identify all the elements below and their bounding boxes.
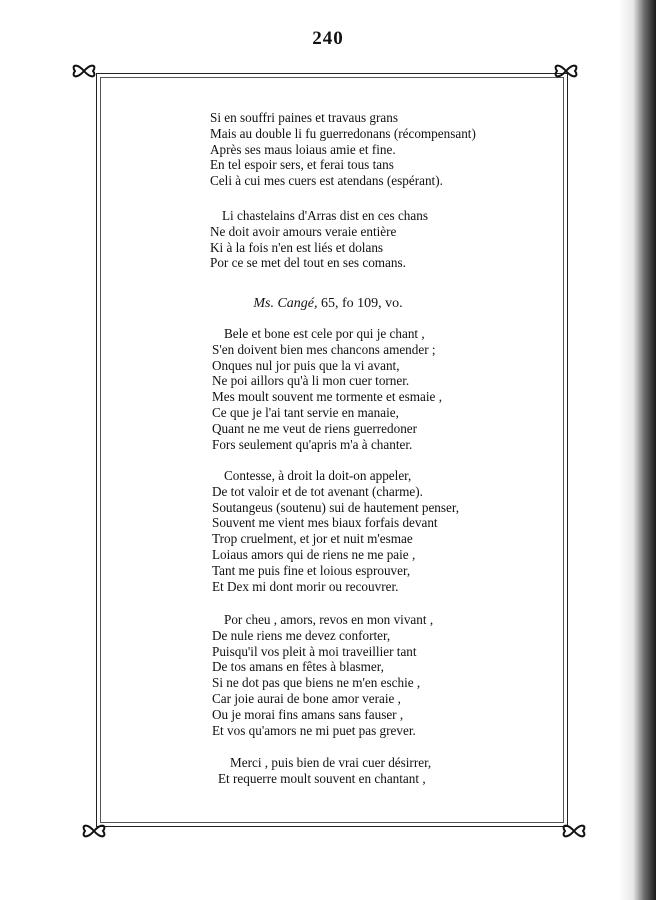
verse-line: Onques nul jor puis que la vi avant, [212, 357, 400, 373]
stanza-1 [210, 110, 476, 189]
verse-line: Loiaus amors qui de riens ne me paie , [212, 546, 416, 562]
verse-line: Bele et bone est cele por qui je chant , [224, 326, 425, 341]
verse-line: S'en doivent bien mes chancons amender ; [212, 341, 436, 357]
corner-ornament-bottom-right [560, 820, 588, 842]
stanza-6 [218, 755, 431, 787]
verse-line: Après ses maus loiaus amie et fine. [210, 141, 396, 157]
verse-line: Mais au double li fu guerredonans (récompensant) [210, 125, 476, 141]
verse-line: Ne poi aillors qu'à li mon cuer torner. [212, 373, 410, 389]
verse-line: Et Dex mi dont morir ou recouvrer. [212, 578, 399, 594]
verse-line: Ou je morai fins amans sans fauser , [212, 706, 404, 722]
verse-line: De tos amans en fêtes à blasmer, [212, 659, 384, 675]
verse-line: Quant ne me veut de riens guerredoner [212, 420, 418, 436]
verse-line: Por ce se met del tout en ses comans. [210, 255, 406, 271]
verse-line: En tel espoir sers, et ferai tous tans [210, 157, 394, 173]
verse-line: Ce que je l'ai tant servie en manaie, [212, 404, 399, 420]
verse-line: Por cheu , amors, revos en mon vivant , [224, 612, 434, 627]
verse-line: Trop cruelment, et jor et nuit m'esmae [212, 531, 413, 547]
verse-line: Ki à la fois n'en est liés et dolans [210, 239, 384, 255]
stanza-2 [210, 208, 428, 271]
verse-line: Mes moult souvent me tormente et esmaie , [212, 389, 442, 405]
corner-ornament-top-left [70, 60, 98, 82]
verse-line: Car joie aurai de bone amor veraie , [212, 690, 401, 706]
verse-line: Puisqu'il vos pleit à moi traveillier tant [212, 643, 417, 659]
page-edge-shadow [618, 0, 656, 900]
verse-line: Li chastelains d'Arras dist en ces chans [222, 208, 428, 223]
verse-line: Fors seulement qu'apris m'a à chanter. [212, 436, 413, 452]
verse-line: Et requerre moult souvent en chantant , [218, 770, 426, 786]
page-number: 240 [312, 28, 344, 49]
verse-line: Merci , puis bien de vrai cuer désirrer, [230, 755, 432, 770]
corner-ornament-bottom-left [80, 820, 108, 842]
verse-line: Tant me puis fine et loious esprouver, [212, 562, 411, 578]
verse-line: De tot valoir et de tot avenant (charme). [212, 483, 423, 499]
verse-line: Souvent me vient mes biaux forfais devant [212, 515, 438, 531]
manuscript-name: Ms. Cangé, [253, 296, 318, 311]
stanza-3 [212, 326, 442, 452]
verse-line: Et vos qu'amors ne mi puet pas grever. [212, 722, 416, 738]
corner-ornament-top-right [552, 60, 580, 82]
verse-line: De nule riens me devez conforter, [212, 627, 391, 643]
verse-line: Ne doit avoir amours veraie entière [210, 223, 397, 239]
verse-line: Soutangeus (soutenu) sui de hautement penser, [212, 499, 460, 515]
manuscript-heading [0, 296, 656, 312]
verse-line: Si ne dot pas que biens ne m'en eschie , [212, 675, 421, 691]
verse-line: Si en souffri paines et travaus grans [210, 110, 398, 125]
verse-line: Contesse, à droit la doit-on appeler, [224, 468, 412, 483]
manuscript-ref: 65, fo 109, vo. [321, 296, 403, 311]
verse-line: Celi à cui mes cuers est atendans (espérant). [210, 173, 443, 189]
stanza-5 [212, 612, 433, 738]
stanza-4 [212, 468, 459, 594]
